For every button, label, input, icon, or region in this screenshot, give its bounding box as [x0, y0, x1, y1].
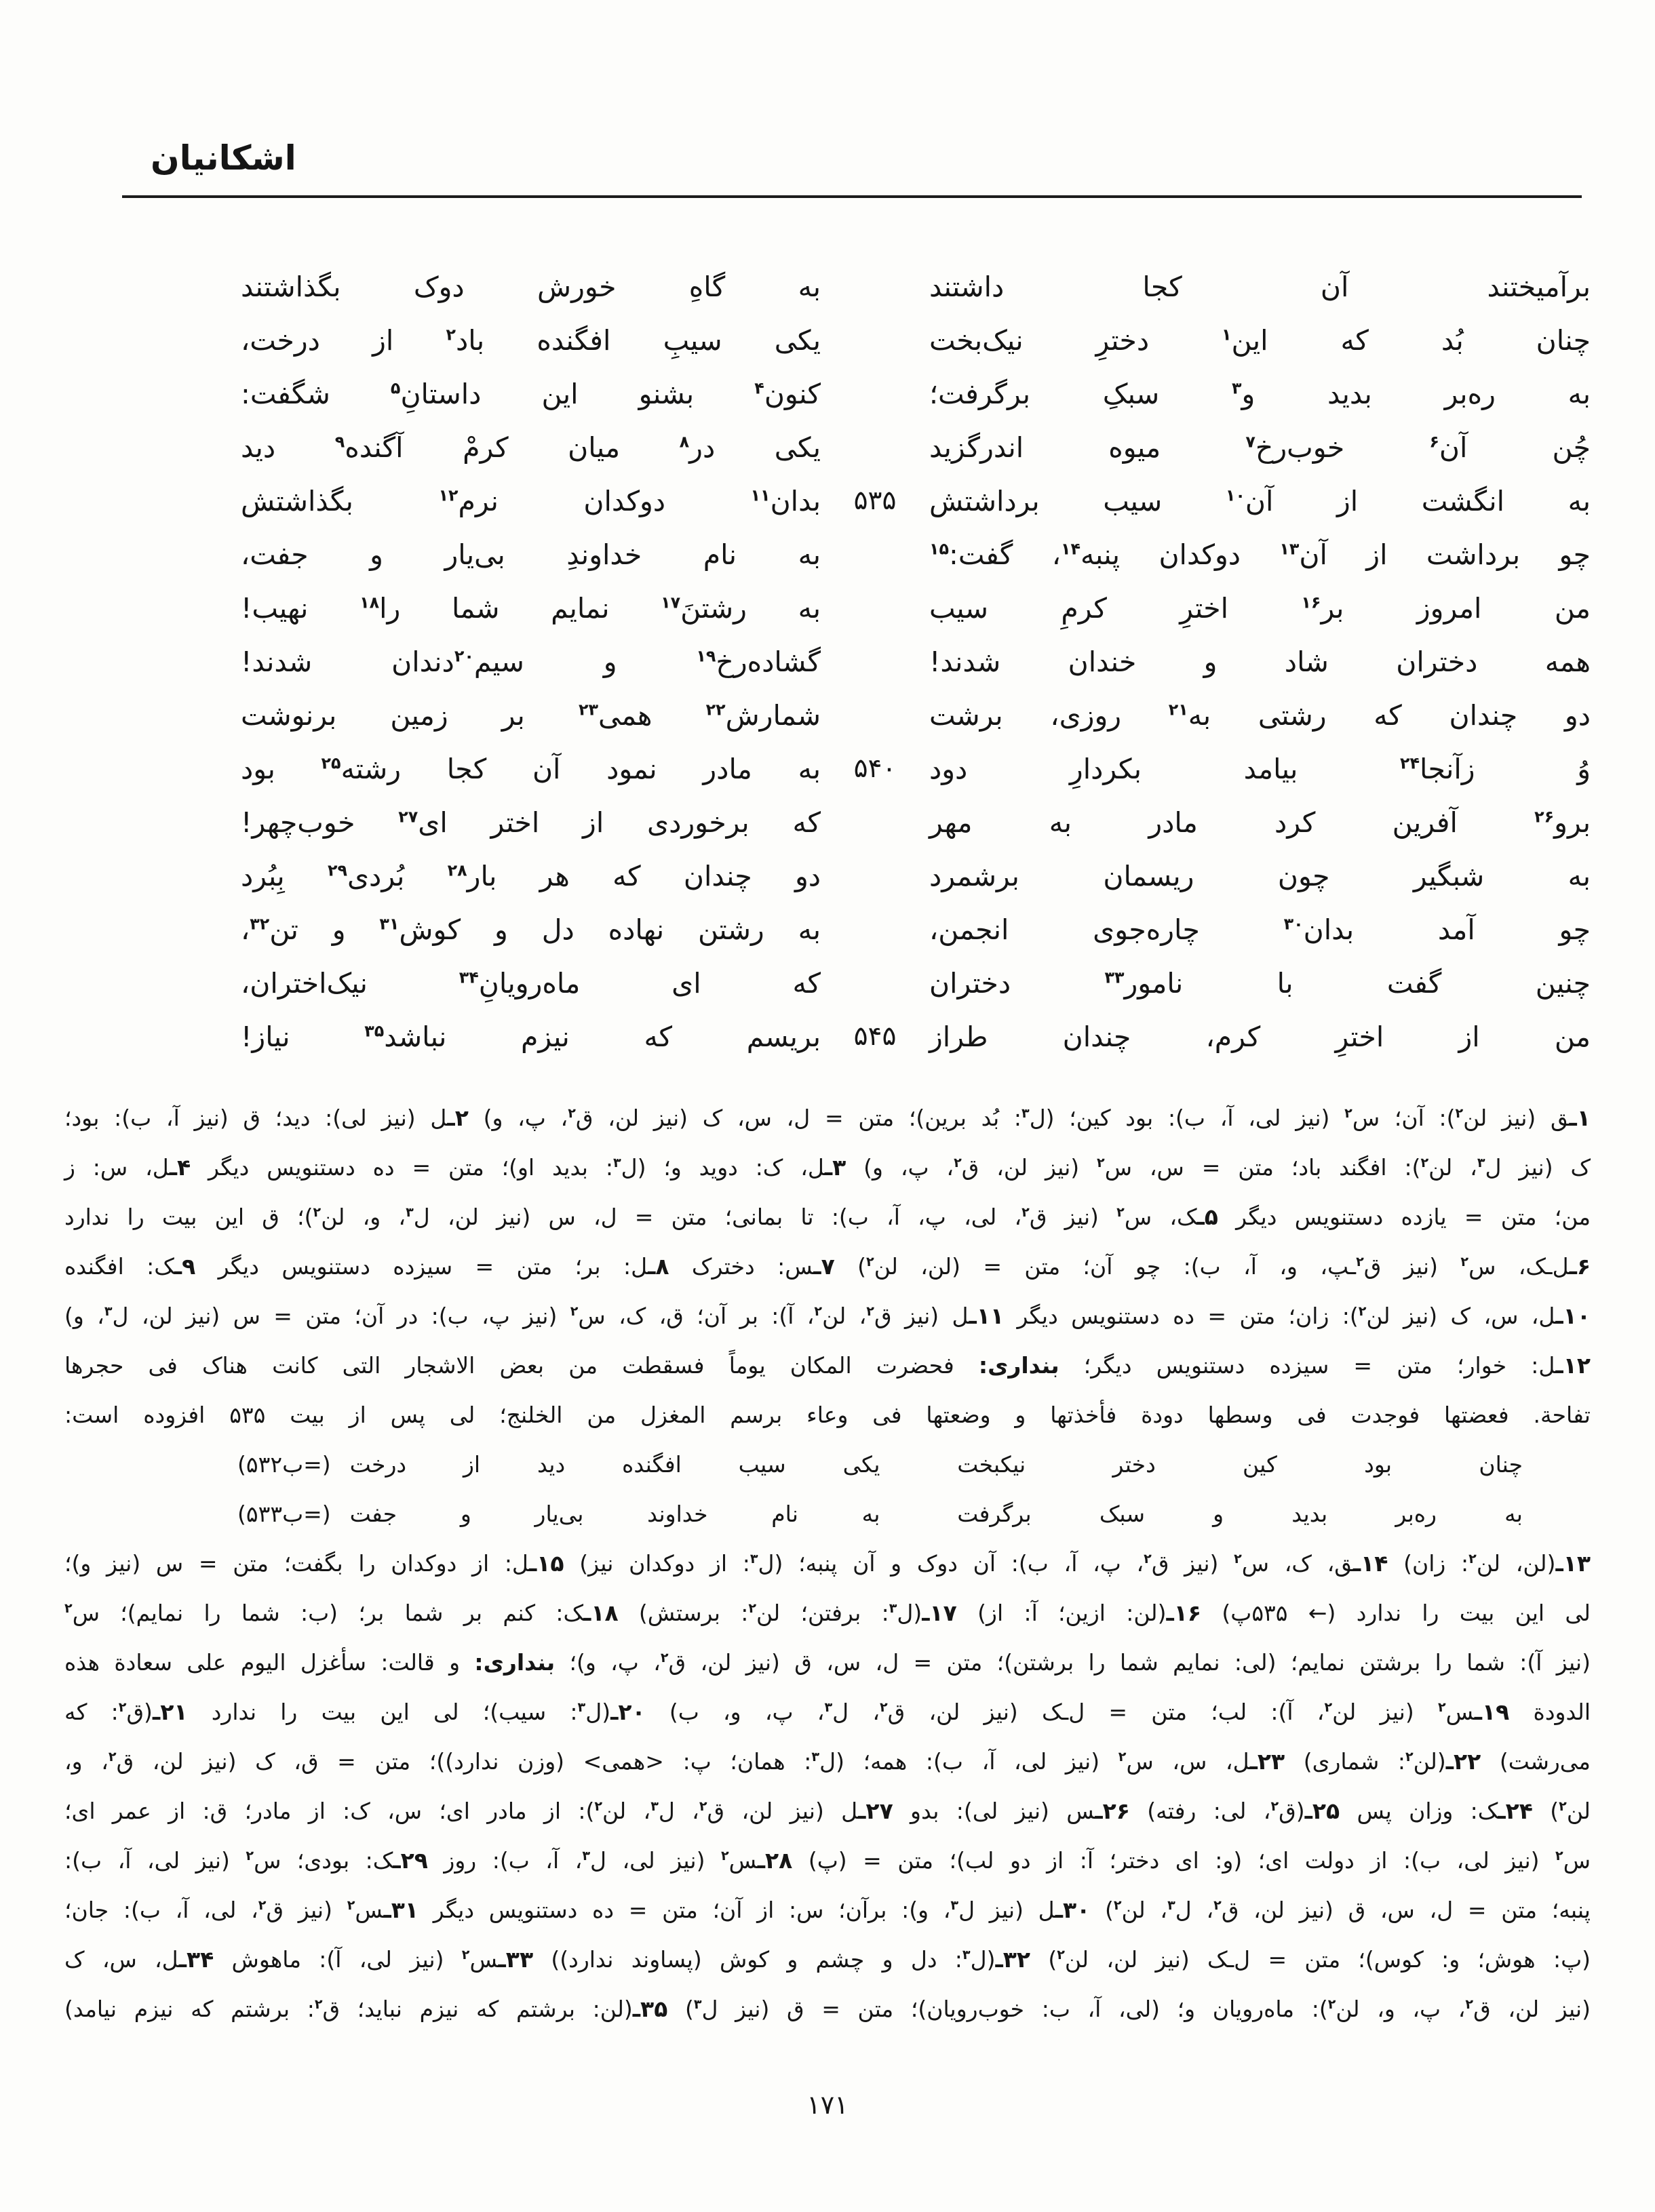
couplet-row [241, 688, 1591, 742]
couplet-row [241, 260, 1591, 313]
header-rule [122, 195, 1582, 198]
hemistich-second: به گاهِ خورش دوک بگذاشتند [241, 270, 821, 303]
apparatus-line: لی این بیت را ندارد (← ۵۳۵پ) ۱۶ـ(لن: ازین؛ آ: از) ۱۷ـ(ل$^۳$: برفتن؛ لن$^۲$: برستش) ۱۸ـک: کنم بر شما بر؛ (ب: شما را نمایم)؛ س$^۲$ [64, 1600, 1591, 1626]
quote-hemistich-first: به ره‌بر بدید و سبک برگرفت [957, 1501, 1523, 1527]
apparatus-line: تفاحة. فعضتها فوجدت فی وسطها دودة فأخذتها و وضعتها فی وعاء برسم المغزل من الخلنج؛ لی پس از بیت ۵۳۵ افزوده است: [64, 1402, 1591, 1428]
hemistich-first: چو آمد بدان$^{۳۰}$ چاره‌جوی انجمن، [929, 913, 1591, 946]
couplet-row [241, 849, 1591, 903]
hemistich-second: یکی سیبِ افگنده باد$^۲$ از درخت، [241, 323, 821, 357]
apparatus-line: ک (نیز ل$^۳$، لن$^۲$): افگند باد؛ متن = س، س$^۲$ (نیز لن، ق$^۲$، پ، و) ۳ـل، ک: دوید و؛ (ل$^۳$: بدید او)؛ متن = ده دستنویس دیگر ۴ـل، س: ز [64, 1154, 1591, 1181]
hemistich-second: به مادر نمود آن کجا رشته$^{۲۵}$ بود [241, 752, 821, 785]
apparatus-line: می‌رشت) ۲۲ـ(لن$^۲$: شماری) ۲۳ـل، س، س$^۲$ (نیز لی، آ، ب): همه؛ (ل$^۳$: همان؛ پ: <همی> (وزن ندارد))؛ متن = ق، ک (نیز لن، ق$^۲$، و، [64, 1748, 1591, 1775]
hemistich-first: چُن آن$^۶$ خوب‌رخ$^۷$ میوه اندرگزید [929, 431, 1591, 464]
couplet-row [241, 635, 1591, 688]
hemistich-first: به ره‌بر بدید و$^۳$ سبکِ برگرفت؛ [929, 377, 1591, 410]
hemistich-first: برو$^{۲۶}$ آفرین کرد مادر به مهر [929, 806, 1591, 839]
verse-number: ۵۴۵ [853, 1021, 897, 1052]
couplet-row [241, 795, 1591, 849]
quote-verse-ref: (=ب۵۳۳) [237, 1501, 331, 1527]
hemistich-first: من از اخترِ کرم، چندان طراز [929, 1020, 1591, 1053]
couplet-row [241, 903, 1591, 956]
hemistich-first: همه دختران شاد و خندان شدند! [929, 645, 1591, 678]
hemistich-second: که برخوردی از اختر ای$^{۲۷}$ خوب‌چهر! [241, 806, 821, 839]
hemistich-second: به رشتن نهاده دل و کوش$^{۳۱}$ و تن$^{۳۲}$، [241, 913, 821, 946]
quote-hemistich-first: چنان بود کین دختر نیکبخت [957, 1451, 1523, 1478]
apparatus-line: (نیز آ): شما را برشتن نمایم؛ (لی: نمایم شما را برشتن)؛ متن = ل، س، ق (نیز لن، ق$^۲$، پ، و)؛ بنداری: و قالت: سأغزل الیوم علی سعادة هذه [64, 1649, 1591, 1676]
hemistich-second: به نام خداوندِ بی‌یار و جفت، [241, 538, 821, 571]
hemistich-second: که ای ماه‌رویانِ$^{۳۴}$ نیک‌اختران، [241, 966, 821, 1000]
apparatus-line: لن$^۲$) ۲۴ـک: وزان پس ۲۵ـ(ق$^۲$، لی: رفته) ۲۶ـس (نیز لی): بدو ۲۷ـل (نیز لن، ق$^۲$، ل$^۳$، لن$^۲$): از مادر ای؛ س، ک: از مادر؛ ق: از عمر ای؛ [64, 1798, 1591, 1824]
couplet-row [241, 420, 1591, 474]
couplet-row [241, 528, 1591, 581]
apparatus-line: من؛ متن = یازده دستنویس دیگر ۵ـک، س$^۲$ (نیز ق$^۲$، لی، پ، آ، ب): تا بمانی؛ متن = ل، س (نیز لن، ل$^۳$، و، لن$^۲$)؛ ق این بیت را ندارد [64, 1204, 1591, 1230]
hemistich-second: بریسم که نیزم نباشد$^{۳۵}$ نیاز! [241, 1020, 821, 1053]
couplet-row [241, 474, 1591, 528]
couplet-row [241, 367, 1591, 420]
hemistich-first: به شبگیر چون ریسمان برشمرد [929, 859, 1591, 892]
page-number: ۱۷۱ [806, 2090, 849, 2120]
critical-apparatus [64, 1093, 1591, 2034]
hemistich-second: کنون$^۴$ بشنو این داستانِ$^۵$ شگفت: [241, 377, 821, 410]
quoted-couplet-row [237, 1440, 1523, 1489]
hemistich-second: شمارش$^{۲۲}$ همی$^{۲۳}$ بر زمین برنوشت [241, 698, 821, 732]
hemistich-second: دو چندان که هر بار$^{۲۸}$ بُردی$^{۲۹}$ بِبُرد [241, 859, 821, 892]
hemistich-first: وُ زآنجا$^{۲۴}$ بیامد بکردارِ دود [929, 752, 1591, 785]
couplet-row [241, 1010, 1591, 1063]
hemistich-first: چنین گفت با نامور$^{۳۳}$ دختران [929, 966, 1591, 1000]
apparatus-line: الدودة ۱۹ـس$^۲$ (نیز لن$^۲$، آ): لب؛ متن = ل‌ـک (نیز لن، ق$^۲$، ل$^۳$، پ، و، ب) ۲۰ـ(ل$^۳$: سیب)؛ لی این بیت را ندارد ۲۱ـ(ق$^۲$: که [64, 1699, 1591, 1725]
hemistich-first: چو برداشت از آن$^{۱۳}$ دوکدان پنبه$^{۱۴}$، گفت:$^{۱۵}$ [929, 538, 1591, 571]
couplet-row [241, 313, 1591, 367]
apparatus-line: (نیز لن، ق$^۲$، پ، و، لن$^۲$): ماه‌رویان و؛ (لی، آ، ب: خوب‌رویان)؛ متن = ق (نیز ل$^۳$) ۳۵ـ(لن: برشتم که نیزم نباید؛ ق$^۲$: برشتم که نیزم نیامد) [64, 1996, 1591, 2022]
couplet-row [241, 956, 1591, 1010]
hemistich-first: دو چندان که رشتی به$^{۲۱}$ روزی، برشت [929, 698, 1591, 732]
hemistich-first: به انگشت از آن$^{۱۰}$ سیب برداشتش [929, 484, 1591, 517]
apparatus-line: ۱۳ـ(لن، لن$^۲$: زان) ۱۴ـق، ک، س$^۲$ (نیز ق$^۲$، پ، آ، ب): آن دوک و آن پنبه؛ (ل$^۳$: از دوکدان نیز) ۱۵ـل: از دوکدان را بگفت؛ متن = س (نیز و)؛ [64, 1550, 1591, 1577]
quoted-couplets [64, 1440, 1591, 1539]
verse-number: ۵۴۰ [853, 753, 897, 784]
quote-hemistich-second: به نام خداوند بی‌یار و جفت [349, 1501, 880, 1527]
hemistich-first: برآمیختند آن کجا داشتند [929, 270, 1591, 303]
apparatus-line: ۱۰ـل، س، ک (نیز لن$^۲$): زان؛ متن = ده دستنویس دیگر ۱۱ـل (نیز ق$^۲$، لن$^۲$، آ): بر آن؛ ق، ک، س$^۲$ (نیز پ، ب): در آن؛ متن = س (نیز لن، ل$^۳$، و) [64, 1303, 1591, 1329]
couplet-row [241, 742, 1591, 795]
hemistich-first: چنان بُد که این$^۱$ دخترِ نیک‌بخت [929, 323, 1591, 357]
hemistich-first: من امروز بر$^{۱۶}$ اخترِ کرمِ سیب [929, 591, 1591, 625]
quote-hemistich-second: یکی سیب افگنده دید از درخت [349, 1451, 880, 1478]
quoted-couplet-row [237, 1489, 1523, 1539]
hemistich-second: بدان$^{۱۱}$ دوکدان نرم$^{۱۲}$ بگذاشتش [241, 484, 821, 517]
quote-verse-ref: (=ب۵۳۲) [237, 1451, 331, 1478]
verse-number: ۵۳۵ [853, 486, 897, 516]
apparatus-line: (پ: هوش؛ و: کوس)؛ متن = ل‌ـک (نیز لن، لن$^۲$) ۳۲ـ(ل$^۳$: دل و چشم و کوش (پساوند ندارد)) ۳۳ـس$^۲$ (نیز لی، آ): ماهوش ۳۴ـل، س، ک [64, 1946, 1591, 1973]
running-head: اشکانیان [151, 138, 296, 178]
apparatus-line: ۶ـل‌ـک، س$^۲$ (نیز ق$^۲$ـپ، و، آ، ب): چو آن؛ متن = (لن، لن$^۲$) ۷ـس: دخترک ۸ـل: بر؛ متن = سیزده دستنویس دیگر ۹ـک: افگنده [64, 1253, 1591, 1280]
apparatus-line: ۱ـق (نیز لن$^۲$): آن؛ س$^۲$ (نیز لی، آ، ب): بود کین؛ (ل$^۳$: بُد برین)؛ متن = ل، س، ک (نیز لن، ق$^۲$، پ، و) ۲ـل (نیز لی): دید؛ ق (نیز آ، ب): بود؛ [64, 1105, 1591, 1131]
poem-block [241, 260, 1591, 1063]
couplet-row [241, 581, 1591, 635]
hemistich-second: گشاده‌رخ$^{۱۹}$ و سیم$^{۲۰}$دندان شدند! [241, 645, 821, 678]
hemistich-second: یکی در$^۸$ میان کرمْ آگنده$^۹$ دید [241, 431, 821, 464]
apparatus-line: س$^۲$ (نیز لی، ب): از دولت ای؛ (و: ای دختر؛ آ: از دو لب)؛ متن = (پ) ۲۸ـس$^۲$ (نیز لی، ل$^۳$، آ، ب): روز ۲۹ـک: بودی؛ س$^۲$ (نیز لی، آ، ب): [64, 1847, 1591, 1874]
apparatus-line: پنبه؛ متن = ل، س، ق (نیز لن، ق$^۲$، ل$^۳$، لن$^۲$) ۳۰ـل (نیز ل$^۳$، و): برآن؛ س: از آن؛ متن = ده دستنویس دیگر ۳۱ـس$^۲$ (نیز ق$^۲$، لی، آ، ب): جان؛ [64, 1897, 1591, 1923]
hemistich-second: به رشتنَ$^{۱۷}$ نمایم شما را$^{۱۸}$ نهیب! [241, 591, 821, 625]
apparatus-line: ۱۲ـل: خوار؛ متن = سیزده دستنویس دیگر؛ بنداری: فحضرت المکان یوماً فسقطت من بعض الاشجار التی کانت هناک فی حجرها [64, 1352, 1591, 1379]
